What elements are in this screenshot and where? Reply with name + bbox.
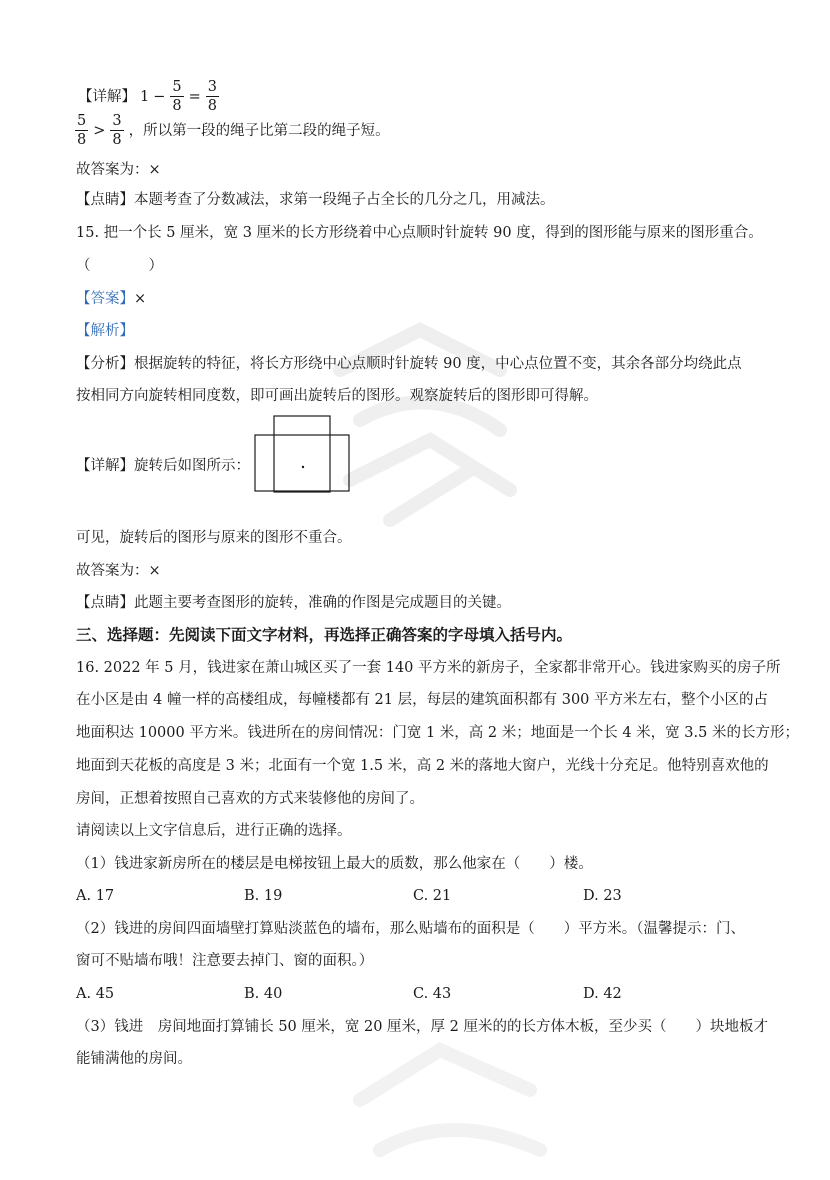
watermark-graphic-bottom [330, 1020, 570, 1180]
answer-row-q15 [76, 288, 146, 310]
analysis-line-2: 按相同方向旋转相同度数，即可画出旋转后的图形。观察旋转后的图形即可得解。 [76, 388, 598, 404]
answer-line-q15: 故答案为：× [76, 563, 161, 579]
fraction-five-eighths [75, 112, 88, 149]
comparison-line [72, 112, 392, 149]
paragraph-16-line-4: 地面到天花板的高度是 3 米；北面有一个宽 1.5 米，高 2 米的落地大窗户，光线十分充足。他特别喜欢他的 [76, 758, 769, 774]
question-15-text: 15. 把一个长 5 厘米，宽 3 厘米的长方形绕着中心点顺时针旋转 90 度，得到的图形能与原来的图形重合。 [76, 225, 763, 241]
fraction-denominator: 8 [77, 132, 87, 148]
center-point [302, 466, 304, 468]
fraction-denominator: 8 [112, 132, 122, 148]
fraction-denominator: 8 [207, 98, 218, 114]
answer-value: × [134, 291, 147, 307]
fraction-five-eighths [170, 78, 183, 115]
minus-sign: − [153, 88, 166, 105]
read-prompt: 请阅读以上文字信息后，进行正确的选择。 [76, 823, 352, 839]
option-b-q1: B. 19 [244, 888, 283, 904]
rotation-figure [254, 415, 350, 493]
answer-line-q14: 故答案为：× [76, 162, 161, 178]
equals-sign: = [188, 88, 201, 105]
greater-than-sign: > [93, 122, 106, 139]
paragraph-16-line-1: 16. 2022 年 5 月，钱进家在萧山城区买了一套 140 平方米的新房子，全家都非常开心。钱进家购买的房子所 [76, 660, 781, 676]
paragraph-16-line-2: 在小区是由 4 幢一样的高楼组成，每幢楼都有 21 层，每层的建筑面积都有 300 平方米左右，整个小区的占 [76, 692, 769, 708]
question-15-answer-blank: （ ） [76, 258, 163, 274]
option-d-q1: D. 23 [583, 888, 622, 904]
fraction-three-eighths [110, 112, 123, 149]
option-b-q2: B. 40 [244, 986, 283, 1002]
sub-question-3-line-2: 能铺满他的房间。 [76, 1051, 192, 1067]
detail-rotation-text: 【详解】旋转后如图所示： [76, 458, 250, 474]
fraction-numerator: 3 [207, 79, 218, 95]
fraction-three-eighths [206, 78, 219, 115]
detail-label: 【详解】 [78, 88, 136, 105]
option-c-q2: C. 43 [413, 986, 452, 1002]
conclusion-text: 可见，旋转后的图形与原来的图形不重合。 [76, 530, 352, 546]
section-3-heading: 三、选择题：先阅读下面文字材料，再选择正确答案的字母填入括号内。 [76, 625, 573, 644]
sub-question-2-line-2: 窗可不贴墙布哦！注意要去掉门、窗的面积。） [76, 953, 374, 969]
point-note-q14: 【点睛】本题考查了分数减法，求第一段绳子占全长的几分之几，用减法。 [76, 192, 555, 208]
point-note-q15: 【点睛】此题主要考查图形的旋转，准确的作图是完成题目的关键。 [76, 595, 511, 611]
number-one: 1 [140, 88, 150, 105]
detail-equation-line [76, 78, 222, 115]
analysis-tag: 【解析】 [76, 323, 134, 339]
sub-question-3-line-1: （3）钱进 房间地面打算铺长 50 厘米，宽 20 厘米，厚 2 厘米的的长方体木板，至少买（ ）块地板才 [76, 1019, 769, 1035]
option-a-q2: A. 45 [76, 986, 115, 1002]
paragraph-16-line-3: 地面积达 10000 平方米。钱进所在的房间情况：门宽 1 米，高 2 米；地面是一个长 4 米，宽 3.5 米的长方形； [76, 725, 799, 741]
analysis-line-1: 【分析】根据旋转的特征，将长方形绕中心点顺时针旋转 90 度，中心点位置不变，其余各部分均绕此点 [76, 356, 742, 372]
original-rectangle [255, 435, 349, 491]
fraction-numerator: 5 [172, 79, 182, 95]
fraction-denominator: 8 [172, 98, 182, 114]
option-c-q1: C. 21 [413, 888, 452, 904]
option-d-q2: D. 42 [583, 986, 622, 1002]
comparison-text: ，所以第一段的绳子比第二段的绳子短。 [128, 122, 390, 139]
sub-question-1: （1）钱进家新房所在的楼层是电梯按钮上最大的质数，那么他家在（ ）楼。 [76, 856, 593, 872]
sub-question-2-line-1: （2）钱进的房间四面墙壁打算贴淡蓝色的墙布，那么贴墙布的面积是（ ）平方米。（温馨提示：门、 [76, 921, 745, 937]
paragraph-16-line-5: 房间，正想着按照自己喜欢的方式来装修他的房间了。 [76, 791, 424, 807]
fraction-numerator: 5 [77, 113, 87, 129]
rotated-rectangle [274, 416, 330, 492]
answer-tag: 【答案】 [76, 291, 134, 307]
option-a-q1: A. 17 [76, 888, 115, 904]
fraction-numerator: 3 [112, 113, 122, 129]
